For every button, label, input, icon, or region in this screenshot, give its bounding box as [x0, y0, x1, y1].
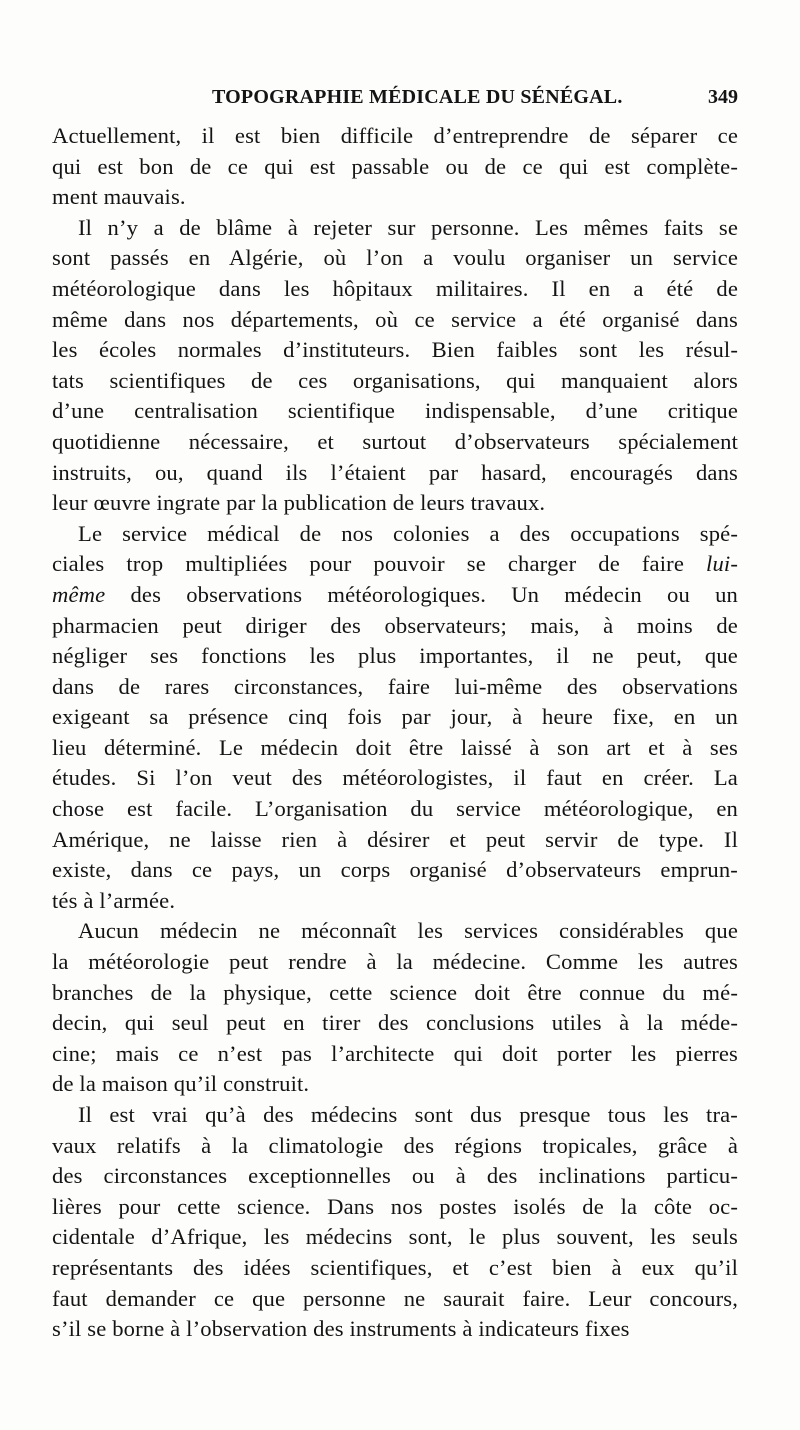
- text-line: Il n’y a de blâme à rejeter sur personne. Les mêmes faits se: [78, 214, 738, 240]
- running-head: [52, 86, 738, 116]
- text-line: même dans nos départements, où ce service a été organisé dans: [52, 306, 738, 332]
- text-line: chose est facile. L’organisation du service météorologique, en: [52, 796, 738, 822]
- text-line: pharmacien peut diriger des observateurs; mais, à moins de: [52, 612, 738, 638]
- paragraph-3: [52, 519, 738, 917]
- text-segment: des observations météorologiques. Un médecin ou un: [105, 581, 738, 607]
- text-line: représentants des idées scientifiques, et c’est bien à eux qu’il: [52, 1254, 738, 1280]
- text-line-with-italic: [52, 580, 738, 611]
- body-text: [52, 121, 738, 1345]
- text-line: cine; mais ce n’est pas l’architecte qui doit porter les pierres: [52, 1040, 738, 1066]
- text-line: qui est bon de ce qui est passable ou de ce qui est complète-: [52, 153, 738, 179]
- text-line: cidentale d’Afrique, les médecins sont, le plus souvent, les seuls: [52, 1224, 738, 1250]
- text-line: Aucun médecin ne méconnaît les services considérables que: [78, 918, 738, 944]
- text-line: les écoles normales d’instituteurs. Bien faibles sont les résul-: [52, 337, 738, 363]
- text-line: lières pour cette science. Dans nos postes isolés de la côte oc-: [52, 1193, 738, 1219]
- text-line: s’il se borne à l’observation des instruments à indicateurs fixes: [52, 1316, 630, 1342]
- text-line: Il est vrai qu’à des médecins sont dus presque tous les tra-: [78, 1102, 738, 1127]
- text-line: Actuellement, il est bien difficile d’entreprendre de séparer ce: [52, 123, 738, 148]
- text-segment: ciales trop multipliées pour pouvoir se charger de faire: [52, 551, 707, 577]
- text-line: quotidienne nécessaire, et surtout d’observateurs spécialement: [52, 428, 738, 454]
- text-line: tats scientifiques de ces organisations, qui manquaient alors: [52, 367, 738, 393]
- text-line: instruits, ou, quand ils l’étaient par hasard, encouragés dans: [52, 459, 738, 485]
- paragraph-4: [52, 916, 738, 1100]
- text-line: existe, dans ce pays, un corps organisé d’observateurs emprun-: [52, 857, 738, 883]
- text-line: tés à l’armée.: [52, 887, 176, 913]
- text-line: d’une centralisation scientifique indispensable, d’une critique: [52, 398, 738, 424]
- text-line: sont passés en Algérie, où l’on a voulu organiser un service: [52, 245, 738, 271]
- paragraph-5: [52, 1100, 738, 1345]
- paragraph-1: [52, 121, 738, 213]
- text-line: la météorologie peut rendre à la médecine. Comme les autres: [52, 949, 738, 975]
- paragraph-2: [52, 213, 738, 519]
- text-line: branches de la physique, cette science doit être connue du mé-: [52, 979, 738, 1005]
- running-title: TOPOGRAPHIE MÉDICALE DU SÉNÉGAL.: [212, 86, 623, 108]
- text-line: météorologique dans les hôpitaux militaires. Il en a été de: [52, 275, 738, 301]
- text-line: faut demander ce que personne ne saurait faire. Leur concours,: [52, 1285, 738, 1311]
- text-line: négliger ses fonctions les plus importantes, il ne peut, que: [52, 643, 738, 669]
- text-line: exigeant sa présence cinq fois par jour, à heure fixe, en un: [52, 704, 738, 730]
- page-number: 349: [708, 86, 738, 108]
- text-line: leur œuvre ingrate par la publication de leurs travaux.: [52, 490, 546, 516]
- text-line: de la maison qu’il construit.: [52, 1071, 310, 1097]
- text-line: decin, qui seul peut en tirer des conclusions utiles à la méde-: [52, 1010, 738, 1036]
- text-line-with-italic: [52, 549, 738, 580]
- text-line: dans de rares circonstances, faire lui-même des observations: [52, 673, 738, 699]
- italic-text: même: [52, 581, 106, 607]
- text-line: Amérique, ne laisse rien à désirer et peut servir de type. Il: [52, 826, 738, 852]
- text-line: ment mauvais.: [52, 184, 186, 210]
- text-line: lieu déterminé. Le médecin doit être laissé à son art et à ses: [52, 734, 738, 760]
- text-line: vaux relatifs à la climatologie des régions tropicales, grâce à: [52, 1132, 738, 1158]
- text-line: des circonstances exceptionnelles ou à des inclinations particu-: [52, 1163, 738, 1189]
- text-line: études. Si l’on veut des météorologistes, il faut en créer. La: [52, 765, 738, 791]
- text-line: Le service médical de nos colonies a des occupations spé-: [78, 520, 738, 546]
- italic-text: lui-: [706, 551, 738, 577]
